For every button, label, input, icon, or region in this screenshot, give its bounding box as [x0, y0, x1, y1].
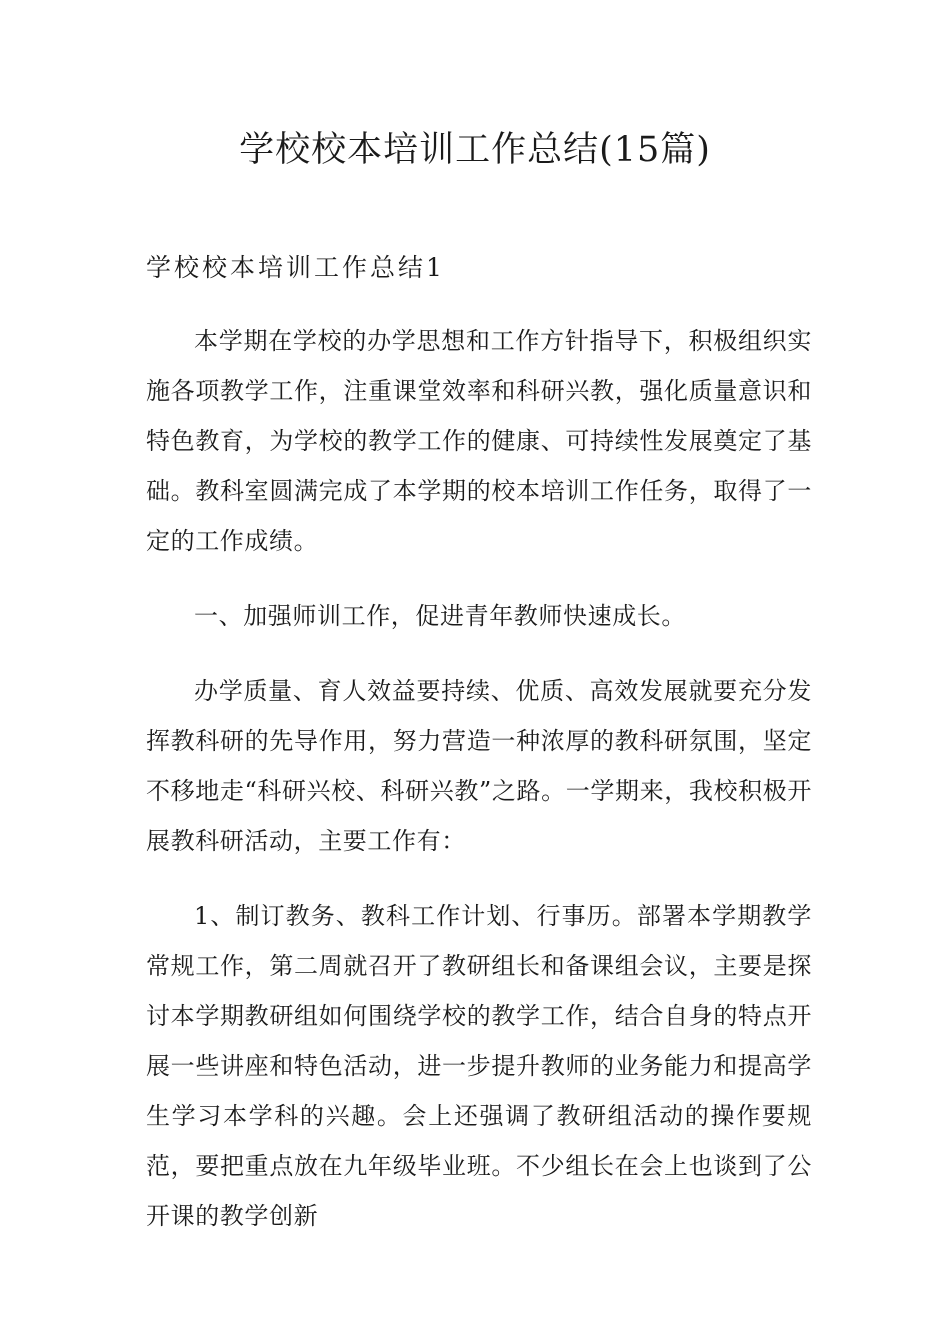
paragraph-subheading-1: 一、加强师训工作，促进青年教师快速成长。: [194, 602, 686, 630]
paragraph-item-1: 1、制订教务、教科工作计划、行事历。部署本学期教学常规工作，第二周就召开了教研组长和备课组会议，主要是探讨本学期教研组如何围绕学校的教学工作，结合自身的特点开展一些讲座和特色活动，进一步提升教师的业务能力和提高学生学习本学科的兴趣。会上还强调了教研组活动的操作要规范，要把重点放在九年级毕业班。不少组长在会上也谈到了公开课的教学创新: [146, 902, 812, 1230]
section-heading: 学校校本培训工作总结1: [146, 253, 445, 282]
document-body: [146, 316, 812, 1266]
paragraph-research: 办学质量、育人效益要持续、优质、高效发展就要充分发挥教科研的先导作用，努力营造一种浓厚的教科研氛围，坚定不移地走“科研兴校、科研兴教”之路。一学期来，我校积极开展教科研活动，主要工作有：: [146, 677, 812, 855]
paragraph-intro: 本学期在学校的办学思想和工作方针指导下，积极组织实施各项教学工作，注重课堂效率和科研兴教，强化质量意识和特色教育，为学校的教学工作的健康、可持续性发展奠定了基础。教科室圆满完成了本学期的校本培训工作任务，取得了一定的工作成绩。: [146, 327, 812, 555]
document-title: 学校校本培训工作总结(15篇): [239, 130, 711, 170]
